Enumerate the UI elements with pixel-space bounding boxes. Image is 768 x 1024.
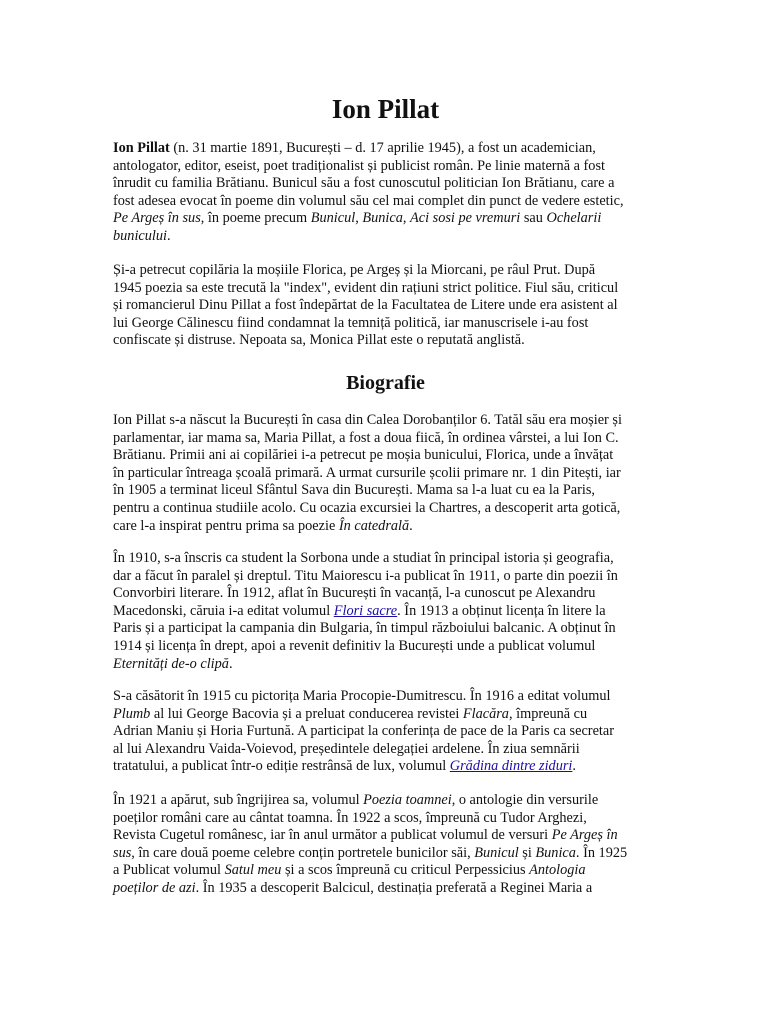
text-span: sau: [520, 210, 547, 227]
text-span: tratatului, a publicat într-o ediție restrânsă de lux, volumul: [113, 758, 450, 775]
text-line: [113, 228, 658, 246]
text-span: Macedonski, căruia i-a editat volumul: [113, 602, 334, 619]
italic-title: Bunicul: [474, 844, 519, 861]
biography-paragraph-2: [113, 550, 658, 673]
italic-title: Pe Argeș în: [551, 827, 618, 844]
text-span: , în care două poeme celebre conțin portretele bunicilor săi,: [131, 844, 475, 861]
text-span: .: [228, 655, 233, 672]
text-line: [113, 862, 658, 880]
text-span: .: [167, 227, 171, 244]
italic-title: Bunica: [362, 210, 403, 227]
biography-paragraph-4: [113, 792, 658, 898]
text-line: înrudit cu familia Brătianu. Bunicul său a fost cunoscutul politician Ion Brătianu, care a: [113, 175, 615, 192]
italic-title: bunicului: [113, 227, 168, 244]
italic-title: Pe Argeș în sus: [113, 210, 201, 227]
text-span: , împreună cu: [508, 705, 588, 722]
text-line: parlamentar, iar mama sa, Maria Pillat, a fost a doua fiică, în ordinea vârstei, a lui Ion C.: [113, 429, 619, 446]
text-line: confiscate și distruse. Nepoata sa, Monica Pillat este o reputată anglistă.: [113, 332, 525, 349]
text-line: [113, 656, 658, 674]
text-span: .: [572, 758, 576, 775]
text-span: și a scos împreună cu criticul Perpessicius: [281, 862, 530, 879]
text-span: .: [409, 517, 413, 534]
italic-title: poeților de azi: [113, 879, 196, 896]
italic-title: În catedrală: [338, 517, 410, 534]
italic-title: Plumb: [113, 705, 151, 722]
text-line: [113, 827, 658, 845]
text-span: (n. 31 martie 1891, București – d. 17 aprilie 1945), a fost un academician,: [169, 140, 596, 156]
text-span: . În 1913 a obținut licența în litere la: [397, 602, 606, 619]
italic-title: Antologia: [529, 862, 586, 879]
text-line: [113, 603, 658, 621]
text-span: În 1921 a apărut, sub îngrijirea sa, volumul: [113, 792, 364, 808]
text-line: [113, 792, 658, 810]
italic-title: Flacăra: [462, 705, 509, 722]
text-line: [113, 758, 658, 776]
text-line: 1945 poezia sa este trecută la "index", evident din rațiuni strict politice. Fiul său, criticul: [113, 279, 619, 296]
flori-sacre-link[interactable]: Flori sacre: [333, 602, 398, 619]
text-line: pentru a continua studiile acolo. Cu ocazia excursiei la Chartres, a descoperit arta gotică,: [113, 499, 621, 516]
text-line: [113, 210, 658, 228]
text-line: al lui Alexandru Vaida-Voievod, președintele delegației ardelene. În ziua semnării: [113, 740, 580, 757]
text-span: care l-a inspirat pentru prima sa poezie: [113, 517, 339, 534]
text-line: [113, 518, 658, 536]
italic-title: Poezia toamnei: [363, 792, 452, 808]
italic-title: Satul meu: [224, 862, 282, 879]
text-line: [113, 845, 658, 863]
text-span: a Publicat volumul: [113, 862, 225, 879]
text-line: lui George Călinescu fiind condamnat la temniță politică, iar manuscrisele i-au fost: [113, 314, 589, 331]
italic-title: Aci sosi pe vremuri: [410, 210, 521, 227]
text-span: ,: [402, 210, 411, 227]
text-line: În 1910, s-a înscris ca student la Sorbona unde a studiat în principal istoria și geografia,: [113, 550, 614, 566]
text-line: Brătianu. Primii ani ai copilăriei i-a petrecut pe moșia bunicului, Florica, unde a învățat: [113, 447, 614, 464]
text-line: Ion Pillat s-a născut la București în casa din Calea Dorobanților 6. Tatăl său era moșier și: [113, 412, 622, 428]
text-line: Convorbiri literare. În 1912, aflat în București în vacanță, l-a cunoscut pe Alexandru: [113, 585, 596, 602]
text-line: poeților români care au cântat toamna. În 1922 a scos, împreună cu Tudor Arghezi,: [113, 809, 587, 826]
text-span: al lui George Bacovia și a preluat conducerea revistei: [150, 705, 463, 722]
italic-title: sus: [113, 844, 132, 861]
text-line: în particular întreaga școală primară. A urmat cursurile școlii primare nr. 1 din Pitești, iar: [113, 464, 621, 481]
italic-title: Eternități de-o clipă: [113, 655, 229, 672]
gradina-dintre-ziduri-link[interactable]: Grădina dintre ziduri: [449, 758, 573, 775]
text-line: [113, 140, 658, 158]
text-line: 1914 și licența în drept, apoi a revenit definitiv la București unde a publicat volumul: [113, 637, 596, 654]
intro-paragraph: [113, 140, 658, 246]
text-span: , o antologie din versurile: [451, 792, 599, 808]
text-line: antologator, editor, eseist, poet tradiționalist și publicist român. Pe linie maternă a fost: [113, 157, 605, 174]
text-line: [113, 880, 658, 898]
text-line: Paris și a participat la campania din Bulgaria, în timpul războiului balcanic. A obținut în: [113, 620, 616, 637]
childhood-paragraph: [113, 262, 658, 350]
section-heading: Biografie: [346, 372, 425, 394]
bold-name: Ion Pillat: [113, 140, 170, 156]
text-line: în 1905 a terminat liceul Sfântul Sava din București. Mama sa l-a luat cu ea la Paris,: [113, 482, 595, 499]
text-line: [113, 706, 658, 724]
biography-paragraph-1: [113, 412, 658, 535]
text-line: S-a căsătorit în 1915 cu pictorița Maria Procopie-Dumitrescu. În 1916 a editat volumul: [113, 688, 611, 704]
text-line: Adrian Maniu și Horia Furtună. A participat la conferința de pace de la Paris ca secretar: [113, 723, 614, 740]
italic-title: Bunica: [535, 844, 576, 861]
text-line: dar a făcut în paralel și dreptul. Titu Maiorescu i-a publicat în 1911, o parte din poezii în: [113, 567, 618, 584]
text-line: și romancierul Dinu Pillat a fost îndepărtat de la Facultatea de Litere unde era asistent al: [113, 297, 618, 314]
text-line: fost adesea evocat în poeme din volumul său cel mai complet din punct de vedere estetic,: [113, 192, 624, 209]
text-span: , în poeme precum: [200, 210, 311, 227]
text-line: Și-a petrecut copilăria la moșiile Florica, pe Argeș și la Miorcani, pe râul Prut. După: [113, 262, 596, 278]
text-span: . În 1935 a descoperit Balcicul, destinația preferată a Reginei Maria a: [195, 879, 593, 896]
text-span: și: [518, 844, 536, 861]
page-title: Ion Pillat: [331, 94, 440, 124]
biography-paragraph-3: [113, 688, 658, 776]
text-span: . În 1925: [575, 844, 628, 861]
italic-title: Bunicul: [310, 210, 356, 227]
italic-title: Ochelarii: [546, 210, 602, 227]
text-span: Revista Cugetul românesc, iar în anul următor a publicat volumul de versuri: [113, 827, 552, 844]
text-span: ,: [355, 210, 363, 227]
